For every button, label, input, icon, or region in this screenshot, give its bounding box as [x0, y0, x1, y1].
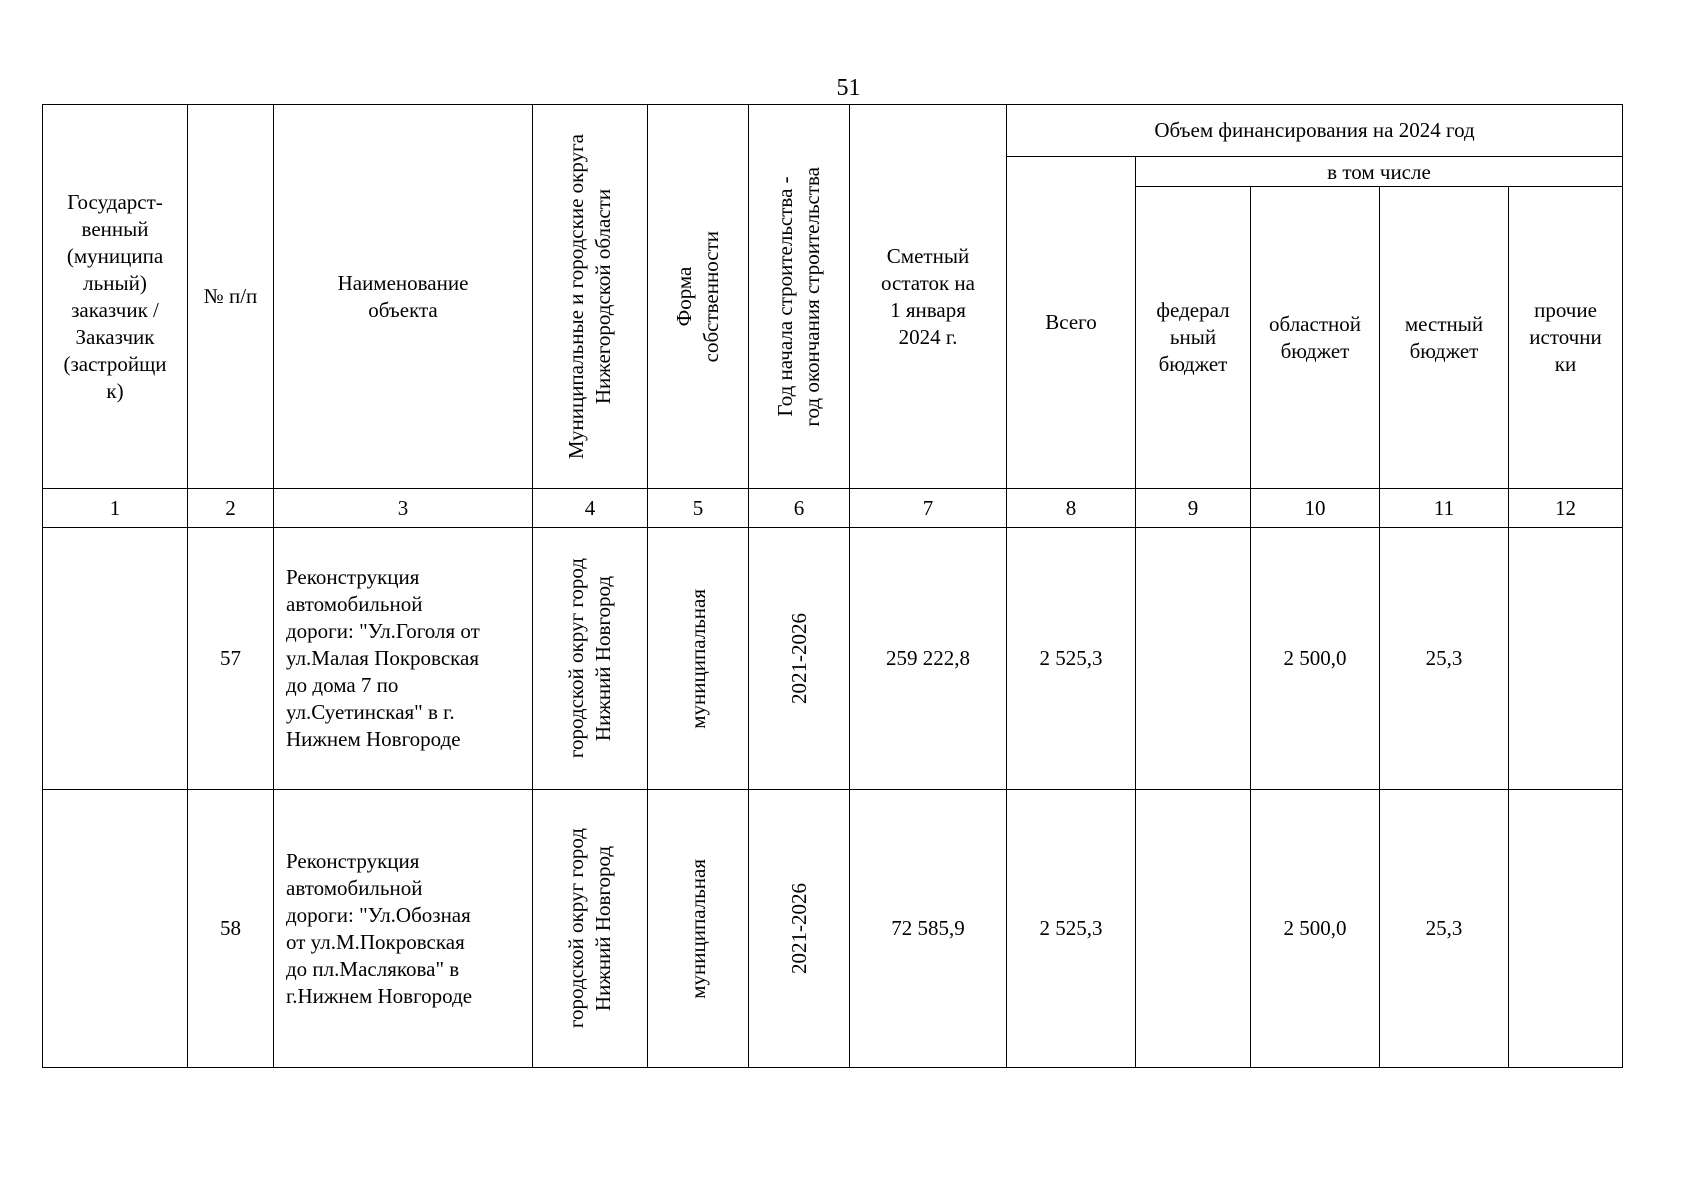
header-municipality-text: Муниципальные и городские округа Нижегородской области [564, 133, 615, 460]
header-total: Всего [1007, 157, 1136, 489]
cell-object-name: Реконструкция автомобильной дороги: "Ул.Обозная от ул.М.Покровская до пл.Маслякова" в г.Нижнем Новгороде [274, 790, 533, 1068]
page-number: 51 [836, 75, 861, 101]
financing-table [42, 104, 1623, 1068]
cell-regional: 2 500,0 [1251, 790, 1380, 1068]
header-customer: Государст- венный (муниципа льный) заказчик / Заказчик (застройщи к) [43, 105, 188, 489]
cell-num: 57 [188, 528, 274, 790]
header-ownership [648, 105, 749, 489]
cell-local: 25,3 [1380, 528, 1509, 790]
table-row [43, 528, 1623, 790]
cell-ownership-text: муниципальная [685, 588, 710, 729]
cell-years [749, 790, 850, 1068]
cell-num: 58 [188, 790, 274, 1068]
cell-object-name: Реконструкция автомобильной дороги: "Ул.Гоголя от ул.Малая Покровская до дома 7 по ул.Суетинская" в г. Нижнем Новгороде [274, 528, 533, 790]
column-number: 8 [1007, 489, 1136, 528]
cell-total: 2 525,3 [1007, 528, 1136, 790]
cell-estimate: 259 222,8 [850, 528, 1007, 790]
header-ownership-text: Форма собственности [672, 230, 723, 363]
column-number: 10 [1251, 489, 1380, 528]
header-municipality [533, 105, 648, 489]
header-federal: федерал ьный бюджет [1136, 187, 1251, 489]
column-number: 4 [533, 489, 648, 528]
column-number: 12 [1509, 489, 1623, 528]
cell-years-text: 2021-2026 [786, 613, 811, 704]
cell-ownership [648, 528, 749, 790]
cell-estimate: 72 585,9 [850, 790, 1007, 1068]
cell-ownership-text: муниципальная [685, 858, 710, 999]
cell-federal [1136, 528, 1251, 790]
cell-municipality-text: городской округ город Нижний Новгород [564, 558, 615, 759]
cell-regional: 2 500,0 [1251, 528, 1380, 790]
cell-municipality [533, 790, 648, 1068]
cell-customer [43, 790, 188, 1068]
header-including: в том числе [1136, 157, 1623, 187]
cell-ownership [648, 790, 749, 1068]
header-local: местный бюджет [1380, 187, 1509, 489]
cell-other [1509, 790, 1623, 1068]
header-row-top [43, 105, 1623, 157]
column-number: 3 [274, 489, 533, 528]
cell-customer [43, 528, 188, 790]
header-num: № п/п [188, 105, 274, 489]
column-number: 6 [749, 489, 850, 528]
cell-total: 2 525,3 [1007, 790, 1136, 1068]
column-number: 5 [648, 489, 749, 528]
cell-years-text: 2021-2026 [786, 883, 811, 974]
cell-other [1509, 528, 1623, 790]
column-number: 2 [188, 489, 274, 528]
cell-local: 25,3 [1380, 790, 1509, 1068]
column-number-row [43, 489, 1623, 528]
column-number: 7 [850, 489, 1007, 528]
header-years [749, 105, 850, 489]
column-number: 1 [43, 489, 188, 528]
cell-years [749, 528, 850, 790]
header-object-name: Наименование объекта [274, 105, 533, 489]
header-financing: Объем финансирования на 2024 год [1007, 105, 1623, 157]
cell-federal [1136, 790, 1251, 1068]
cell-municipality [533, 528, 648, 790]
header-other: прочие источни ки [1509, 187, 1623, 489]
header-estimate: Сметный остаток на 1 января 2024 г. [850, 105, 1007, 489]
header-years-text: Год начала строительства - год окончания строительства [773, 166, 824, 427]
header-regional: областной бюджет [1251, 187, 1380, 489]
table-row [43, 790, 1623, 1068]
column-number: 11 [1380, 489, 1509, 528]
column-number: 9 [1136, 489, 1251, 528]
cell-municipality-text: городской округ город Нижний Новгород [564, 828, 615, 1029]
